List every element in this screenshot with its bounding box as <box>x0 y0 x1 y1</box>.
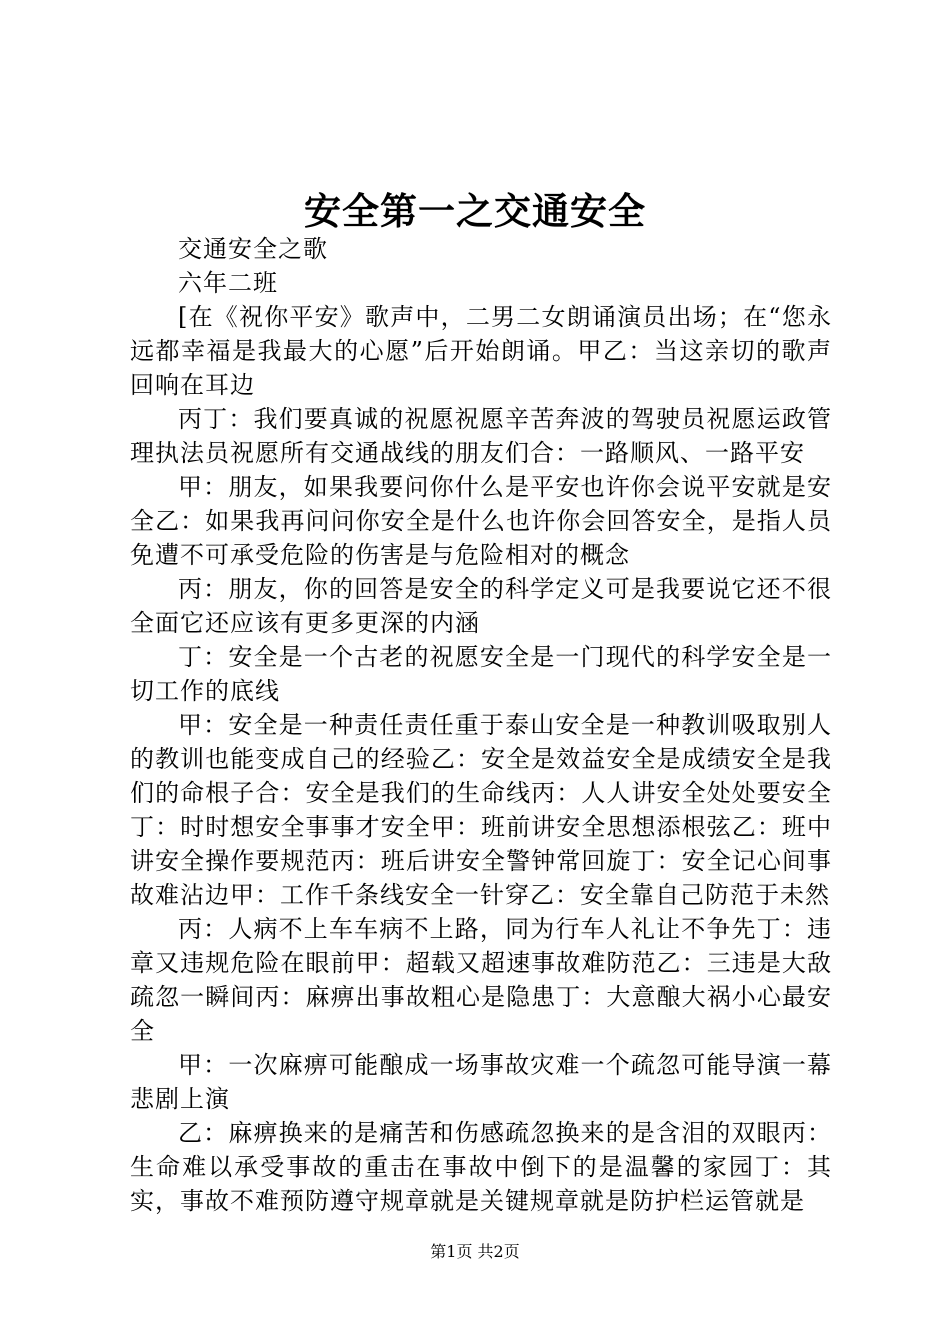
paragraph: 甲：一次麻痹可能酿成一场事故灾难一个疏忽可能导演一幕悲剧上演 <box>130 1051 832 1113</box>
paragraph: [在《祝你平安》歌声中，二男二女朗诵演员出场；在“您永远都幸福是我最大的心愿”后开始朗诵。甲乙：当这亲切的歌声回响在耳边 <box>130 303 832 399</box>
document-body <box>130 232 832 1218</box>
paragraph: 六年二班 <box>178 269 278 297</box>
paragraph: 甲：安全是一种责任责任重于泰山安全是一种教训吸取别人的教训也能变成自己的经验乙：安全是效益安全是成绩安全是我们的命根子合：安全是我们的生命线丙：人人讲安全处处要安全丁：时时想安全事事才安全甲：班前讲安全思想添根弦乙：班中讲安全操作要规范丙：班后讲安全警钟常回旋丁：安全记心间事故难沾边甲：工作千条线安全一针穿乙：安全靠自己防范于未然 <box>130 711 832 909</box>
paragraph: 乙：麻痹换来的是痛苦和伤感疏忽换来的是含泪的双眼丙：生命难以承受事故的重击在事故中倒下的是温馨的家园丁：其实，事故不难预防遵守规章就是关键规章就是防护栏运管就是 <box>130 1119 832 1215</box>
page-footer: 第1页 共2页 <box>430 1242 520 1261</box>
paragraph: 丙：朋友，你的回答是安全的科学定义可是我要说它还不很全面它还应该有更多更深的内涵 <box>130 575 832 637</box>
paragraph: 交通安全之歌 <box>178 235 328 263</box>
document-title: 安全第一之交通安全 <box>304 189 646 233</box>
paragraph: 丙：人病不上车车病不上路，同为行车人礼让不争先丁：违章又违规危险在眼前甲：超载又超速事故难防范乙：三违是大敌疏忽一瞬间丙：麻痹出事故粗心是隐患丁：大意酿大祸小心最安全 <box>130 915 832 1045</box>
paragraph: 丙丁：我们要真诚的祝愿祝愿辛苦奔波的驾驶员祝愿运政管理执法员祝愿所有交通战线的朋友们合：一路顺风、一路平安 <box>130 405 832 467</box>
paragraph: 甲：朋友，如果我要问你什么是平安也许你会说平安就是安全乙：如果我再问问你安全是什么也许你会回答安全，是指人员免遭不可承受危险的伤害是与危险相对的概念 <box>130 473 832 569</box>
paragraph: 丁：安全是一个古老的祝愿安全是一门现代的科学安全是一切工作的底线 <box>130 643 832 705</box>
